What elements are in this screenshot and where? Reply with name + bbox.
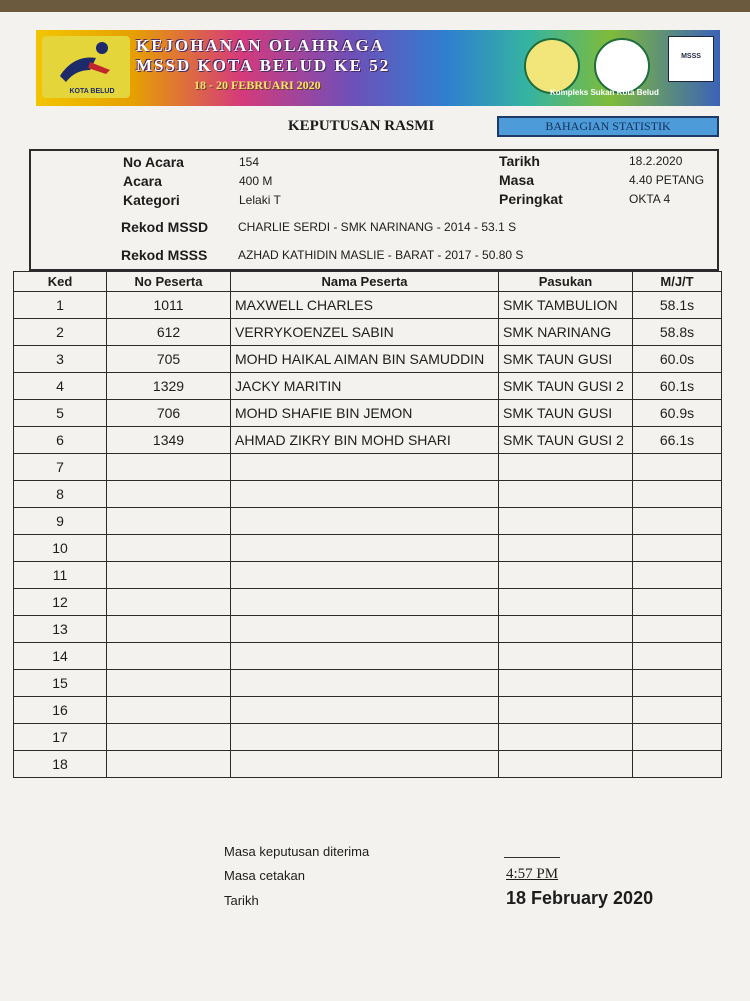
cell-no-peserta bbox=[107, 697, 231, 724]
cell-ked: 1 bbox=[14, 292, 107, 319]
masa-cetakan-value: 4:57 PM bbox=[506, 866, 559, 882]
cell-nama-peserta bbox=[231, 643, 499, 670]
cell-no-peserta bbox=[107, 508, 231, 535]
banner-title-line2: MSSD KOTA BELUD KE 52 bbox=[136, 56, 391, 75]
banner-title-line1: KEJOHANAN OLAHRAGA bbox=[136, 36, 385, 55]
rekod-mssd-value: CHARLIE SERDI - SMK NARINANG - 2014 - 53.1 S bbox=[238, 220, 517, 234]
table-row bbox=[14, 751, 722, 778]
table-row bbox=[14, 724, 722, 751]
rekod-msss-value: AZHAD KATHIDIN MASLIE - BARAT - 2017 - 50.80 S bbox=[238, 248, 524, 262]
cell-mjt bbox=[633, 643, 722, 670]
cell-mjt bbox=[633, 535, 722, 562]
cell-nama-peserta bbox=[231, 589, 499, 616]
cell-ked: 7 bbox=[14, 454, 107, 481]
rekod-mssd-label: Rekod MSSD bbox=[121, 219, 209, 235]
cell-nama-peserta bbox=[231, 454, 499, 481]
header-nama-peserta: Nama Peserta bbox=[231, 272, 499, 292]
event-info-panel bbox=[29, 149, 719, 271]
cell-no-peserta: 1011 bbox=[107, 292, 231, 319]
cell-nama-peserta bbox=[231, 481, 499, 508]
runner-logo bbox=[42, 36, 130, 98]
msss-logo bbox=[668, 36, 714, 82]
cell-mjt: 60.9s bbox=[633, 400, 722, 427]
header-pasukan: Pasukan bbox=[499, 272, 633, 292]
rekod-msss-label: Rekod MSSS bbox=[121, 247, 208, 263]
cell-nama-peserta bbox=[231, 508, 499, 535]
acara-value: 400 M bbox=[239, 174, 273, 188]
cell-ked: 4 bbox=[14, 373, 107, 400]
cell-no-peserta bbox=[107, 670, 231, 697]
table-row bbox=[14, 319, 722, 346]
kategori-label: Kategori bbox=[123, 192, 180, 208]
cell-ked: 9 bbox=[14, 508, 107, 535]
cell-no-peserta bbox=[107, 454, 231, 481]
peringkat-label: Peringkat bbox=[499, 191, 563, 207]
peringkat-value: OKTA 4 bbox=[629, 192, 671, 206]
cell-ked: 16 bbox=[14, 697, 107, 724]
cell-no-peserta bbox=[107, 562, 231, 589]
cell-mjt bbox=[633, 697, 722, 724]
table-row bbox=[14, 562, 722, 589]
cell-no-peserta: 705 bbox=[107, 346, 231, 373]
cell-pasukan bbox=[499, 508, 633, 535]
table-row bbox=[14, 589, 722, 616]
cell-nama-peserta bbox=[231, 724, 499, 751]
cell-pasukan: SMK TAUN GUSI bbox=[499, 400, 633, 427]
cell-pasukan bbox=[499, 616, 633, 643]
cell-no-peserta: 612 bbox=[107, 319, 231, 346]
cell-pasukan: SMK TAUN GUSI 2 bbox=[499, 373, 633, 400]
table-row bbox=[14, 670, 722, 697]
cell-nama-peserta: MOHD SHAFIE BIN JEMON bbox=[231, 400, 499, 427]
cell-nama-peserta bbox=[231, 697, 499, 724]
cell-no-peserta: 1349 bbox=[107, 427, 231, 454]
school-emblem-icon bbox=[524, 38, 580, 94]
cell-mjt bbox=[633, 508, 722, 535]
cell-pasukan bbox=[499, 643, 633, 670]
cell-ked: 6 bbox=[14, 427, 107, 454]
cell-mjt bbox=[633, 616, 722, 643]
cell-pasukan: SMK TAUN GUSI bbox=[499, 346, 633, 373]
cell-ked: 11 bbox=[14, 562, 107, 589]
header-ked: Ked bbox=[14, 272, 107, 292]
cell-pasukan bbox=[499, 697, 633, 724]
masa-value: 4.40 PETANG bbox=[629, 173, 705, 187]
cell-nama-peserta bbox=[231, 562, 499, 589]
cell-ked: 2 bbox=[14, 319, 107, 346]
cell-mjt: 58.8s bbox=[633, 319, 722, 346]
table-row bbox=[14, 643, 722, 670]
cell-no-peserta: 706 bbox=[107, 400, 231, 427]
tarikh-value: 18.2.2020 bbox=[629, 154, 683, 168]
table-header-row bbox=[14, 272, 722, 292]
cell-ked: 18 bbox=[14, 751, 107, 778]
section-badge: BAHAGIAN STATISTIK bbox=[497, 116, 719, 137]
acara-label: Acara bbox=[123, 173, 162, 189]
cell-mjt bbox=[633, 454, 722, 481]
cell-ked: 10 bbox=[14, 535, 107, 562]
cell-nama-peserta: MOHD HAIKAL AIMAN BIN SAMUDDIN bbox=[231, 346, 499, 373]
kategori-value: Lelaki T bbox=[239, 193, 281, 207]
table-row bbox=[14, 400, 722, 427]
footer-tarikh-value: 18 February 2020 bbox=[506, 888, 654, 908]
header-no-peserta: No Peserta bbox=[107, 272, 231, 292]
cell-no-peserta bbox=[107, 589, 231, 616]
cell-ked: 17 bbox=[14, 724, 107, 751]
cell-pasukan bbox=[499, 562, 633, 589]
table-row bbox=[14, 697, 722, 724]
cell-pasukan: SMK TAMBULION bbox=[499, 292, 633, 319]
cell-no-peserta: 1329 bbox=[107, 373, 231, 400]
footer-tarikh-label: Tarikh bbox=[224, 893, 259, 908]
cell-nama-peserta bbox=[231, 616, 499, 643]
logo-caption: KOTA BELUD bbox=[69, 88, 115, 95]
masa-cetakan-label: Masa cetakan bbox=[224, 868, 305, 883]
cell-no-peserta bbox=[107, 616, 231, 643]
no-acara-value: 154 bbox=[239, 155, 260, 169]
cell-no-peserta bbox=[107, 535, 231, 562]
cell-nama-peserta: AHMAD ZIKRY BIN MOHD SHARI bbox=[231, 427, 499, 454]
cell-ked: 12 bbox=[14, 589, 107, 616]
cell-ked: 13 bbox=[14, 616, 107, 643]
cell-mjt bbox=[633, 481, 722, 508]
table-row bbox=[14, 508, 722, 535]
table-row bbox=[14, 346, 722, 373]
cell-nama-peserta bbox=[231, 535, 499, 562]
cell-pasukan: SMK TAUN GUSI 2 bbox=[499, 427, 633, 454]
cell-mjt bbox=[633, 724, 722, 751]
masa-keputusan-blank-line bbox=[504, 857, 560, 858]
cell-mjt bbox=[633, 562, 722, 589]
masa-label: Masa bbox=[499, 172, 535, 188]
cell-pasukan bbox=[499, 670, 633, 697]
cell-mjt: 66.1s bbox=[633, 427, 722, 454]
cell-mjt: 60.1s bbox=[633, 373, 722, 400]
banner-dates: 18 - 20 FEBRUARI 2020 bbox=[194, 78, 321, 92]
table-row bbox=[14, 427, 722, 454]
cell-ked: 14 bbox=[14, 643, 107, 670]
cell-no-peserta bbox=[107, 481, 231, 508]
runner-icon bbox=[50, 40, 122, 86]
cell-mjt bbox=[633, 589, 722, 616]
page-title: KEPUTUSAN RASMI bbox=[288, 118, 435, 134]
cell-mjt: 60.0s bbox=[633, 346, 722, 373]
cell-ked: 3 bbox=[14, 346, 107, 373]
cell-pasukan bbox=[499, 751, 633, 778]
cell-nama-peserta: MAXWELL CHARLES bbox=[231, 292, 499, 319]
cell-pasukan bbox=[499, 724, 633, 751]
cell-mjt bbox=[633, 751, 722, 778]
cell-mjt: 58.1s bbox=[633, 292, 722, 319]
header-mjt: M/J/T bbox=[633, 272, 722, 292]
results-table bbox=[13, 271, 722, 778]
msss-logo-label: MSSS bbox=[681, 53, 701, 60]
cell-ked: 15 bbox=[14, 670, 107, 697]
table-row bbox=[14, 373, 722, 400]
cell-pasukan bbox=[499, 589, 633, 616]
table-row bbox=[14, 535, 722, 562]
table-row bbox=[14, 292, 722, 319]
cell-pasukan bbox=[499, 454, 633, 481]
cell-nama-peserta bbox=[231, 751, 499, 778]
cell-pasukan bbox=[499, 535, 633, 562]
banner-venue: Kompleks Sukan Kota Belud bbox=[550, 88, 659, 97]
cell-nama-peserta: JACKY MARITIN bbox=[231, 373, 499, 400]
cell-pasukan bbox=[499, 481, 633, 508]
table-row bbox=[14, 481, 722, 508]
no-acara-label: No Acara bbox=[123, 154, 184, 170]
masa-keputusan-label: Masa keputusan diterima bbox=[224, 844, 370, 859]
table-row bbox=[14, 454, 722, 481]
tarikh-label: Tarikh bbox=[499, 153, 540, 169]
cell-ked: 8 bbox=[14, 481, 107, 508]
cell-mjt bbox=[633, 670, 722, 697]
cell-no-peserta bbox=[107, 751, 231, 778]
cell-no-peserta bbox=[107, 643, 231, 670]
cell-ked: 5 bbox=[14, 400, 107, 427]
cell-nama-peserta bbox=[231, 670, 499, 697]
district-emblem-icon bbox=[594, 38, 650, 94]
table-row bbox=[14, 616, 722, 643]
cell-nama-peserta: VERRYKOENZEL SABIN bbox=[231, 319, 499, 346]
cell-no-peserta bbox=[107, 724, 231, 751]
event-banner bbox=[36, 30, 720, 106]
cell-pasukan: SMK NARINANG bbox=[499, 319, 633, 346]
